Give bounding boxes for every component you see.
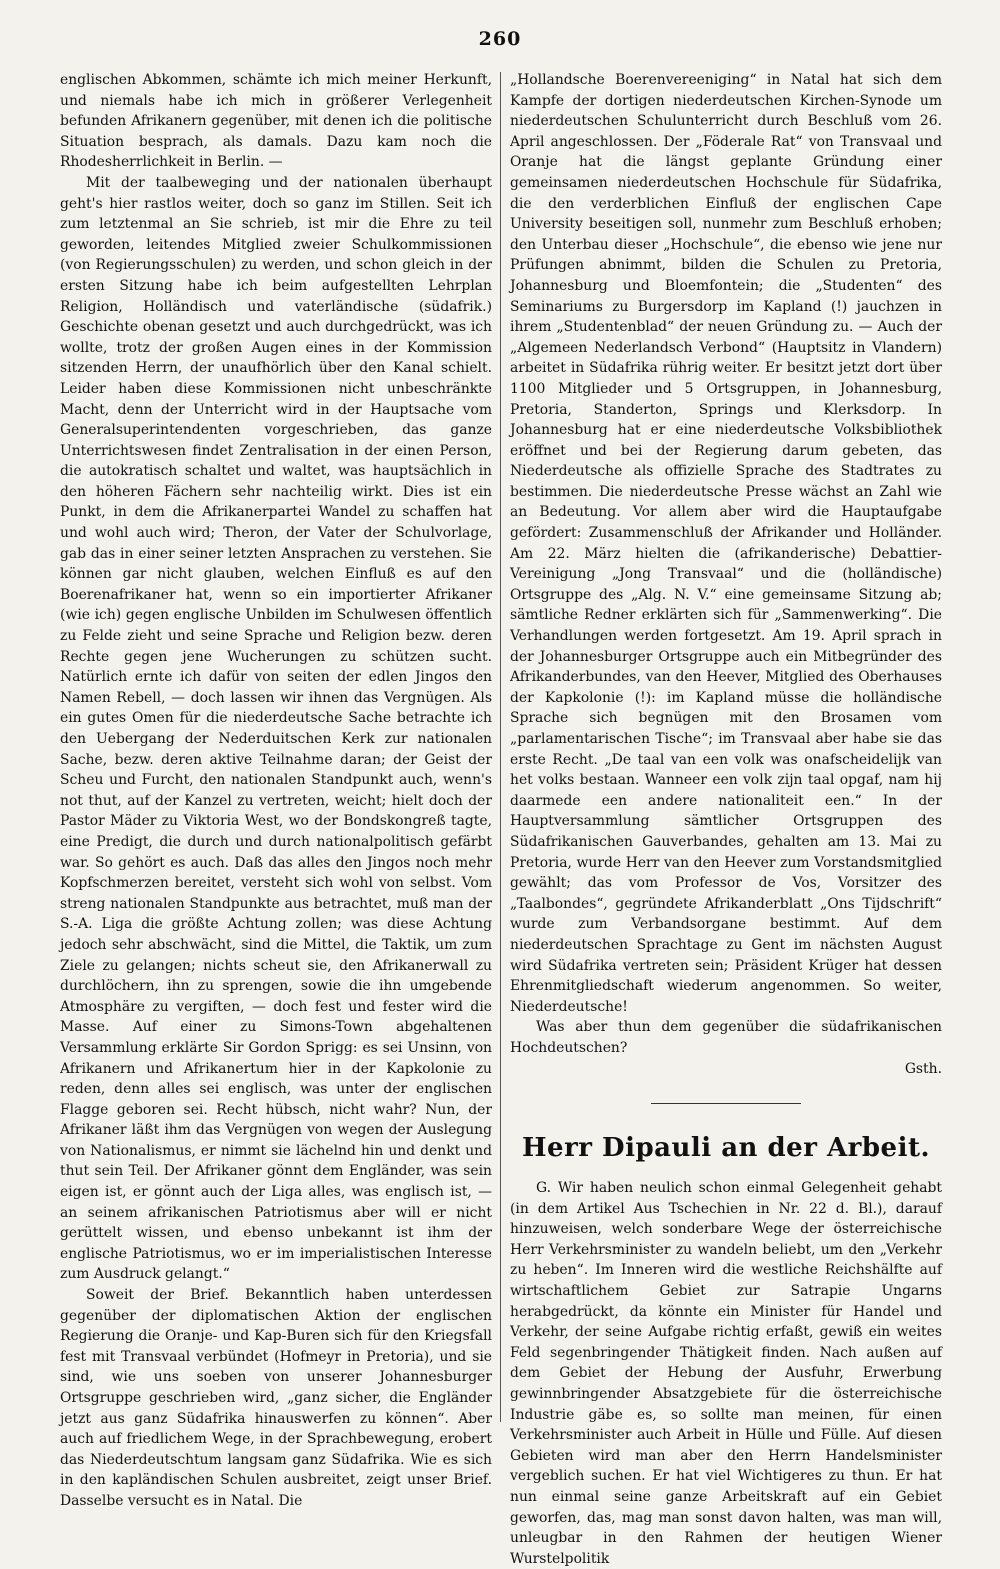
article-divider [651,1103,801,1104]
page-number: 260 [478,28,522,50]
left-paragraph-2: Mit der taalbeweging und der nationalen überhaupt geht's hier rastlos weiter, doch so ganz im Stillen. Seit ich zum letztenmal an Sie schrieb, ist mir die Ehre zu teil geworden, leitendes Mitglied zweier Schulkommissionen (von Regierungsschulen) zu werden, und schon gleich in der ersten Sitzung habe ich beim aufgestellten Lehrplan Religion, Holländisch und vaterländische (südafrik.) Geschichte obenan gesetzt und auch durchgedrückt, was ich wollte, trotz der großen Augen eines in der Kommission sitzenden Herrn, der unaufhörlich über den Kanal schielt. Leider haben diese Kommissionen nicht unbeschränkte Macht, denn der Unterricht wird in der Hauptsache vom Generalsuperintendenten vorgeschrieben, das ganze Unterrichtswesen findet Zentralisation in der einen Person, die autokratisch schaltet und waltet, was hauptsächlich in den höheren Fächern sehr nachteilig wirkt. Dies ist ein Punkt, in dem die Afrikanerpartei Wandel zu schaffen hat und wohl auch wird; Theron, der Vater der Schulvorlage, gab das in einer seiner letzten Ansprachen zu verstehen. Sie können gar nicht glauben, welchen Einfluß es auf den Boerenafrikaner hat, wenn so ein importierter Afrikaner (wie ich) gegen englische Unbilden im Schulwesen öffentlich zu Felde zieht und seine Sprache und Religion bezw. deren Rechte gegen jene Wucherungen zu schützen sucht. Natürlich ernte ich dafür von seiten der edlen Jingos den Namen Rebell, — doch lassen wir ihnen das Vergnügen. Als ein gutes Omen für die niederdeutsche Sache betrachte ich den Uebergang der Nederduitschen Kerk zur nationalen Sache, bezw. deren aktive Teilnahme daran; der Geist der Scheu und Furcht, den nationalen Standpunkt auch, wenn's not thut, auf der Kanzel zu vertreten, weicht; hielt doch der Pastor Mäder zu Viktoria West, wo der Bondskongreß tagte, eine Predigt, die durch und durch nationalpolitisch gefärbt war. So gehört es auch. Daß das alles den Jingos noch mehr Kopfschmerzen bereitet, versteht sich wohl von selbst. Vom streng nationalen Standpunkte aus betrachtet, muß man der S.-A. Liga die größte Achtung zollen; was diese Achtung jedoch sehr abschwächt, sind die Mittel, die Taktik, um zum Ziele zu gelangen; nichts scheut sie, den Afrikanerwall zu durchlöchern, ihn zu sprengen, sowie die ihn umgebende Atmosphäre zu vergiften, — doch fest und fester wird die Masse. Auf einer zu Simons-Town abgehaltenen Versammlung erklärte Sir Gordon Sprigg: es sei Unsinn, von Afrikanern und Afrikanertum hier in der Kapkolonie zu reden, denn alles sei englisch, was unter der englischen Flagge geboren sei. Recht hübsch, nicht wahr? Nun, der Afrikaner läßt ihm das Vergnügen von wegen der Auslegung von Nationalismus, er nimmt sie lächelnd hin und denkt und thut sein Teil. Der Afrikaner gönnt dem Engländer, was sein eigen ist, er gönnt auch der Liga alles, was englisch ist, — an seinem afrikanischen Patriotismus aber will er nicht gerüttelt wissen, und ebenso unbekannt ist ihm der englische Patriotismus, wo er im imperialistischen Interesse zum Ausdruck gelangt.“ [60,174,492,1283]
left-column [60,70,492,1509]
column-divider [500,72,501,1422]
right-paragraph-2: Was aber thun dem gegenüber die südafrikanischen Hochdeutschen? [510,1019,942,1056]
author-signature: Gsth. [904,1060,942,1077]
article-headline: Herr Dipauli an der Arbeit. [521,1133,931,1164]
left-paragraph-1: englischen Abkommen, schämte ich mich meiner Herkunft, und niemals habe ich mich in größerer Verlegenheit befunden Afrikanern gegenüber, mit denen ich die politische Situation besprach, als damals. Dazu kam noch die Rhodesherrlichkeit in Berlin. — [60,72,492,171]
article-paragraph: G. Wir haben neulich schon einmal Gelegenheit gehabt (in dem Artikel Aus Tschechien in Nr. 22 d. Bl.), darauf hinzuweisen, welch sonderbare Wege der österreichische Herr Verkehrsminister zu wandeln beliebt, um den „Verkehr zu heben“. Im Inneren wird die westliche Reichshälfte auf wirtschaftlichem Gebiet zur Satrapie Ungarns herabgedrückt, da könnte ein Minister für Handel und Verkehr, der seine Aufgabe richtig erfaßt, gewiß ein weites Feld segenbringender Thätigkeit finden. Nach außen auf dem Gebiet der Hebung der Ausfuhr, Erwerbung gewinnbringender Absatzgebiete für die österreichische Industrie gäbe es, so sollte man meinen, für einen Verkehrsminister auch Arbeit in Hülle und Fülle. Auf diesen Gebieten wird man aber den Herrn Handelsminister vergeblich suchen. Er hat viel Wichtigeres zu thun. Er hat nun einmal seine ganze Arbeitskraft auf ein Gebiet geworfen, das, mag man sonst davon halten, was man will, unleugbar in den Rahmen der heutigen Wiener Wurstelpolitik [510,1180,942,1567]
left-paragraph-3: Soweit der Brief. Bekanntlich haben unterdessen gegenüber der diplomatischen Aktion der englischen Regierung die Oranje- und Kap-Buren sich für den Kriegsfall fest mit Transvaal verbündet (Hofmeyr in Pretoria), und sie sind, wie uns soeben von unserer Johannesburger Ortsgruppe geschrieben wird, „ganz sicher, die Engländer jetzt aus ganz Südafrika hinauswerfen zu können“. Aber auch auf friedlichem Wege, in der Sprachbewegung, erobert das Niederdeutschtum langsam ganz Südafrika. Wie es sich in den kapländischen Schulen ausbreitet, zeigt unser Brief. Dasselbe versucht es in Natal. Die [60,1287,492,1509]
right-column [510,70,942,1567]
right-paragraph-1: „Hollandsche Boerenvereeniging“ in Natal hat sich dem Kampfe der dortigen niederdeutschen Kirchen-Synode um niederdeutschen Schulunterricht durch Beschluß vom 26. April angeschlossen. Der „Föderale Rat“ von Transvaal und Oranje hat die längst geplante Gründung einer gemeinsamen niederdeutschen Hochschule für Südafrika, die den verderblichen Einfluß der englischen Cape University beseitigen soll, nunmehr zum Beschluß erhoben; den Unterbau dieser „Hochschule“, die ebenso wie jene nur Prüfungen abnimmt, bilden die Schulen zu Pretoria, Johannesburg und Bloemfontein; die „Studenten“ des Seminariums zu Burgersdorp im Kapland (!) jauchzen in ihrem „Studentenblad“ der neuen Gründung zu. — Auch der „Algemeen Nederlandsch Verbond“ (Hauptsitz in Vlandern) arbeitet in Südafrika rührig weiter. Er besitzt jetzt dort über 1100 Mitglieder und 5 Ortsgruppen, in Johannesburg, Pretoria, Standerton, Springs und Klerksdorp. In Johannesburg hat er eine niederdeutsche Volksbibliothek eröffnet und bei der Regierung darum gebeten, das Niederdeutsche als offizielle Sprache des Stadtrates zu bestimmen. Die niederdeutsche Presse wächst an Zahl wie an Bedeutung. Vor allem aber wird die Hauptaufgabe gefördert: Zusammenschluß der Afrikander und Holländer. Am 22. März hielten die (afrikanderische) Debattier-Vereinigung „Jong Transvaal“ und die (holländische) Ortsgruppe des „Alg. N. V.“ eine gemeinsame Sitzung ab; sämtliche Redner erklärten sich für „Sammenwerking“. Die Verhandlungen werden fortgesetzt. Am 19. April sprach in der Johannesburger Ortsgruppe auch ein Mitbegründer des Afrikanderbundes, van den Heever, Mitglied des Oberhauses der Kapkolonie (!): im Kapland müsse die holländische Sprache sich begnügen mit den Brosamen vom „parlamentarischen Tische“; im Transvaal aber habe sie das erste Recht. „De taal van een volk was onafscheidelijk van het volks bestaan. Wanneer een volk zijn taal opgaf, nam hij daarmede een andere nationaliteit een.“ In der Hauptversammlung sämtlicher Ortsgruppen des Südafrikanischen Gauverbandes, gehalten am 13. Mai zu Pretoria, wurde Herr van den Heever zum Vorstandsmitglied gewählt; das vom Professor de Vos, Vorsitzer des „Taalbondes“, gegründete Afrikanderblatt „Ons Tijdschrift“ wurde zum Verbandsorgane bestimmt. Auf dem niederdeutschen Sprachtage zu Gent im nächsten August wird Südafrika vertreten sein; Präsident Krüger hat dessen Ehrenmitgliedschaft wiederum angenommen. So weiter, Niederdeutsche! [510,72,942,1015]
